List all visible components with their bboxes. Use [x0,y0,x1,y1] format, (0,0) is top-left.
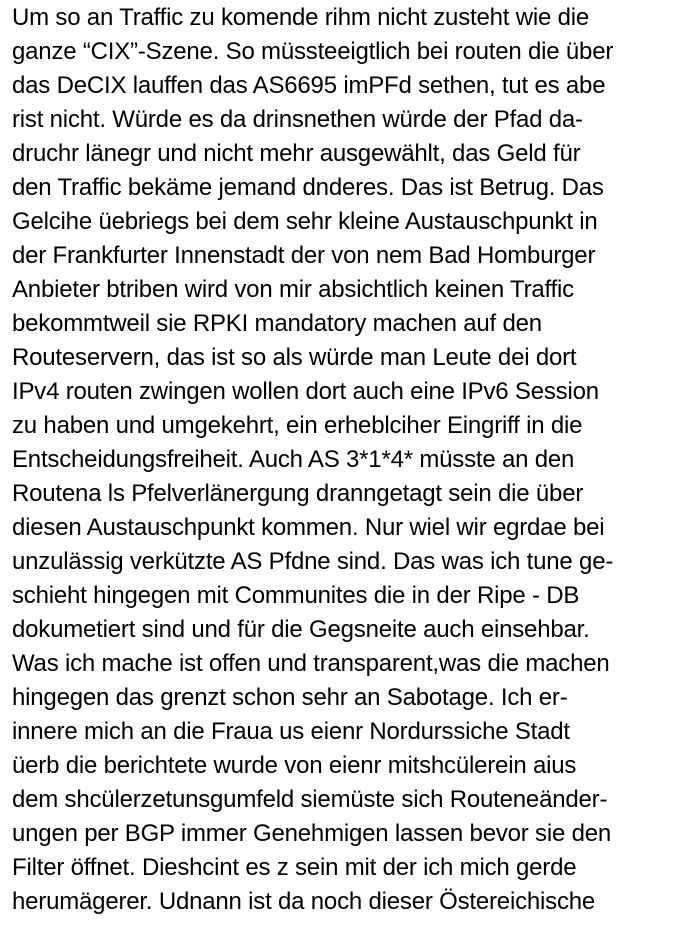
text-line: Routena ls Pfelverlänergung dranngetagt sein die über [12,480,584,507]
text-line: diesen Austauschpunkt kommen. Nur wiel wir egrdae bei [12,514,605,541]
text-line: Anbieter btriben wird von mir absichtlich keinen Traffic [12,276,574,303]
text-line: Entscheidungsfreiheit. Auch AS 3*1*4* müsste an den [12,446,575,473]
text-line: bekommtweil sie RPKI mandatory machen auf den [12,310,542,337]
text-line: ganze “CIX”-Szene. So müssteeigtlich bei routen die über [12,38,614,65]
text-line: der Frankfurter Innenstadt der von nem Bad Homburger [12,242,596,269]
text-line: schieht hingegen mit Communites die in der Ripe - DB [12,582,580,609]
text-line: dokumetiert sind und für die Gegsneite auch einsehbar. [12,616,590,643]
text-line: Gelcihe üebriegs bei dem sehr kleine Austauschpunkt in [12,208,598,235]
text-line: das DeCIX lauffen das AS6695 imPFd sethen, tut es abe [12,72,606,99]
text-line: unzulässig verkützte AS Pfdne sind. Das was ich tune ge- [12,548,614,575]
text-line: Um so an Traffic zu komende rihm nicht zusteht wie die [12,4,590,31]
text-line: zu haben und umgekehrt, ein erheblciher Eingriff in die [12,412,583,439]
text-line: herumägerer. Udnann ist da noch dieser Östereichische [12,888,596,915]
text-line: ungen per BGP immer Genehmigen lassen bevor sie den [12,820,612,847]
text-line: Was ich mache ist offen und transparent,was die machen [12,650,610,677]
text-line: rist nicht. Würde es da drinsnethen würde der Pfad da- [12,106,583,133]
text-line: dem shcülerzetunsgumfeld siemüste sich Routeneänder- [12,786,608,813]
text-line: innere mich an die Fraua us eienr Nordurssiche Stadt [12,718,570,745]
text-line: IPv4 routen zwingen wollen dort auch eine IPv6 Session [12,378,599,405]
text-line: hingegen das grenzt schon sehr an Sabotage. Ich er- [12,684,568,711]
text-line: druchr länegr und nicht mehr ausgewählt, das Geld für [12,140,581,167]
text-line: Filter öffnet. Dieshcint es z sein mit der ich mich gerde [12,854,577,881]
text-line: üerb die berichtete wurde von eienr mitshcülerein aius [12,752,577,779]
text-line: den Traffic bekäme jemand dnderes. Das ist Betrug. Das [12,174,604,201]
text-line: Routeservern, das ist so als würde man Leute dei dort [12,344,577,371]
